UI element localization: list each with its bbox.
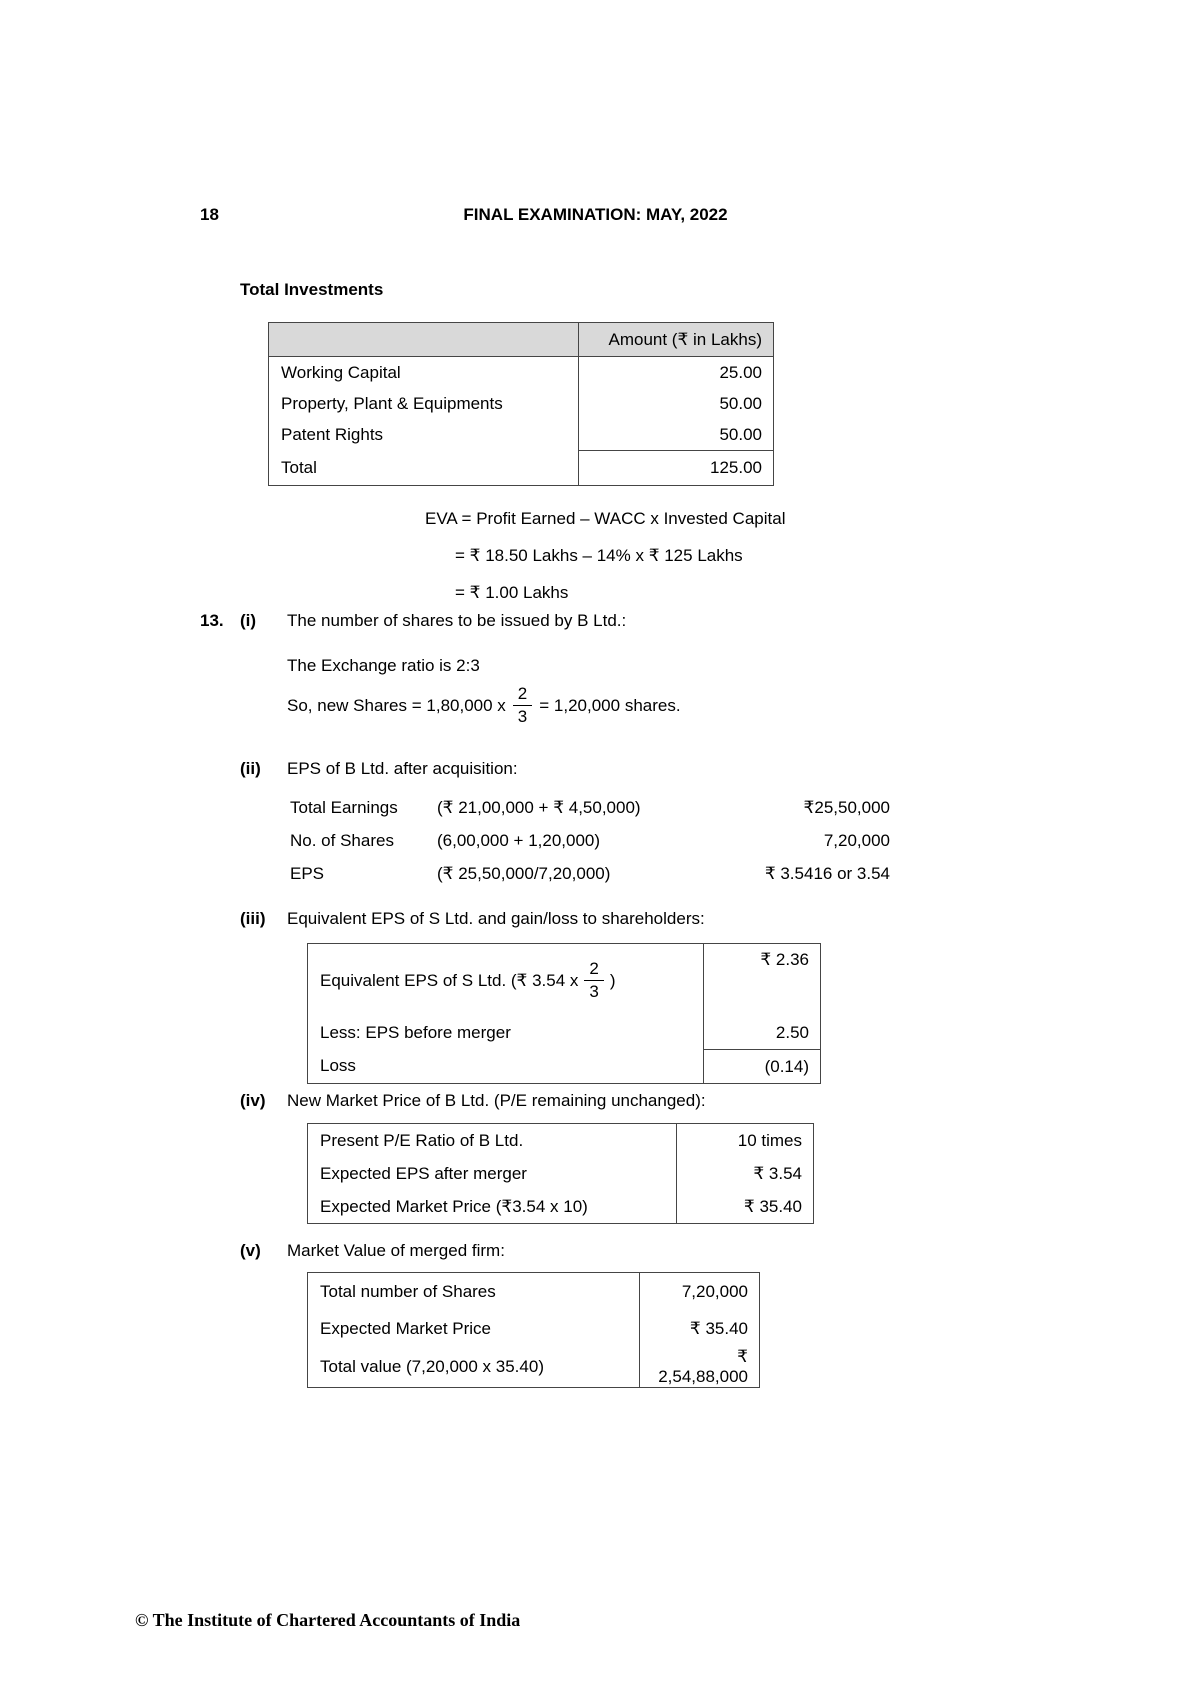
row-label: Patent Rights [269, 419, 579, 451]
formula-suffix: = 1,20,000 shares. [539, 695, 681, 715]
copyright-footer: © The Institute of Chartered Accountants of India [135, 1610, 521, 1630]
row-value: ₹25,50,000 [803, 797, 890, 817]
table-row [308, 1190, 814, 1224]
row-label: No. of Shares [290, 830, 394, 850]
row-label: Total number of Shares [308, 1273, 640, 1311]
row-value: ₹ 35.40 [689, 1318, 748, 1338]
equivalent-eps-table [307, 943, 821, 1084]
table-row [308, 1017, 821, 1050]
table-row [269, 357, 774, 389]
table-row [308, 1273, 760, 1311]
table-row [308, 1310, 760, 1347]
fraction-numerator: 2 [517, 684, 528, 703]
row-label: Total Earnings [290, 797, 398, 817]
row-formula: (₹ 21,00,000 + ₹ 4,50,000) [437, 797, 641, 817]
row-label: Property, Plant & Equipments [269, 388, 579, 419]
row-value: 125.00 [579, 451, 774, 486]
computation-row [290, 824, 890, 857]
fraction-numerator: 2 [589, 959, 599, 978]
new-shares-formula [287, 683, 681, 728]
formula-prefix: So, new Shares = 1,80,000 x [287, 695, 506, 715]
question-13-part-v [200, 1241, 1140, 1261]
fraction-two-thirds [584, 958, 603, 1003]
row-value: ₹ 35.40 [743, 1196, 802, 1216]
label-suffix: ) [609, 970, 616, 990]
table-row [308, 1050, 821, 1084]
computation-row [290, 791, 890, 824]
part-title: EPS of B Ltd. after acquisition: [287, 759, 518, 778]
page-header [0, 205, 1191, 225]
row-value: ₹ 2,54,88,000 [658, 1347, 748, 1386]
row-label: Expected Market Price (₹3.54 x 10) [308, 1190, 677, 1224]
eps-computation-rows [290, 791, 890, 890]
table-row [308, 1347, 760, 1388]
row-value: (0.14) [704, 1050, 821, 1084]
table-row [308, 1157, 814, 1190]
eva-line-3: = ₹ 1.00 Lakhs [455, 583, 569, 602]
question-number: 13. [200, 611, 224, 630]
question-13-part-i [200, 611, 1140, 631]
eva-line-1: EVA = Profit Earned – WACC x Invested Capital [425, 509, 786, 528]
part-title: Equivalent EPS of S Ltd. and gain/loss to shareholders: [287, 909, 705, 928]
part-label: (iv) [240, 1091, 266, 1110]
total-investments-heading: Total Investments [240, 280, 384, 299]
part-label: (ii) [240, 759, 261, 778]
table-row [308, 944, 821, 1018]
row-label: Total [269, 451, 579, 486]
row-value: 7,20,000 [681, 1281, 748, 1301]
table-row [308, 1124, 814, 1158]
table-row [269, 419, 774, 451]
row-label: Expected EPS after merger [308, 1157, 677, 1190]
row-formula: (₹ 25,50,000/7,20,000) [437, 863, 611, 883]
market-value-table [307, 1272, 760, 1388]
row-label: Expected Market Price [308, 1310, 640, 1347]
part-title: New Market Price of B Ltd. (P/E remaining unchanged): [287, 1091, 706, 1110]
row-value: 10 times [737, 1130, 802, 1150]
total-investments-table [268, 322, 774, 486]
blank-header-cell [269, 323, 579, 357]
row-label: Less: EPS before merger [308, 1017, 704, 1050]
fraction-denominator: 3 [584, 980, 603, 1003]
row-value: 50.00 [719, 424, 762, 444]
row-value: 50.00 [719, 393, 762, 413]
row-value: ₹ 2.36 [760, 950, 809, 969]
table-total-row [269, 451, 774, 486]
row-label: Loss [308, 1050, 704, 1084]
row-value: ₹ 3.5416 or 3.54 [764, 863, 890, 883]
row-value: 2.50 [775, 1023, 809, 1042]
part-title: Market Value of merged firm: [287, 1241, 505, 1260]
table-row [269, 388, 774, 419]
page-title: FINAL EXAMINATION: MAY, 2022 [463, 205, 728, 224]
eva-calculation [425, 509, 785, 620]
row-label [308, 944, 704, 1018]
part-title: The number of shares to be issued by B Ltd.: [287, 611, 627, 630]
row-label: EPS [290, 863, 325, 883]
row-label: Present P/E Ratio of B Ltd. [308, 1124, 677, 1158]
row-formula: (6,00,000 + 1,20,000) [437, 830, 601, 850]
row-label: Working Capital [269, 357, 579, 389]
table-header-row [269, 323, 774, 357]
question-13-part-ii [200, 759, 1140, 779]
fraction-two-thirds [513, 683, 532, 728]
exchange-ratio-line: The Exchange ratio is 2:3 [287, 656, 480, 675]
row-value: 25.00 [719, 362, 762, 382]
computation-row [290, 857, 890, 890]
row-label: Total value (7,20,000 x 35.40) [308, 1347, 640, 1388]
part-label: (iii) [240, 909, 266, 928]
fraction-denominator: 3 [513, 705, 532, 728]
eva-line-2: = ₹ 18.50 Lakhs – 14% x ₹ 125 Lakhs [455, 546, 743, 565]
row-value: 7,20,000 [823, 830, 890, 850]
new-market-price-table [307, 1123, 814, 1224]
row-value: ₹ 3.54 [753, 1163, 802, 1183]
amount-header-cell: Amount (₹ in Lakhs) [579, 323, 774, 357]
label-prefix: Equivalent EPS of S Ltd. (₹ 3.54 x [320, 970, 579, 990]
part-label: (i) [240, 611, 257, 630]
page-number: 18 [200, 205, 219, 224]
question-13-part-iv [200, 1091, 1140, 1111]
part-label: (v) [240, 1241, 261, 1260]
question-13-part-iii [200, 909, 1140, 929]
